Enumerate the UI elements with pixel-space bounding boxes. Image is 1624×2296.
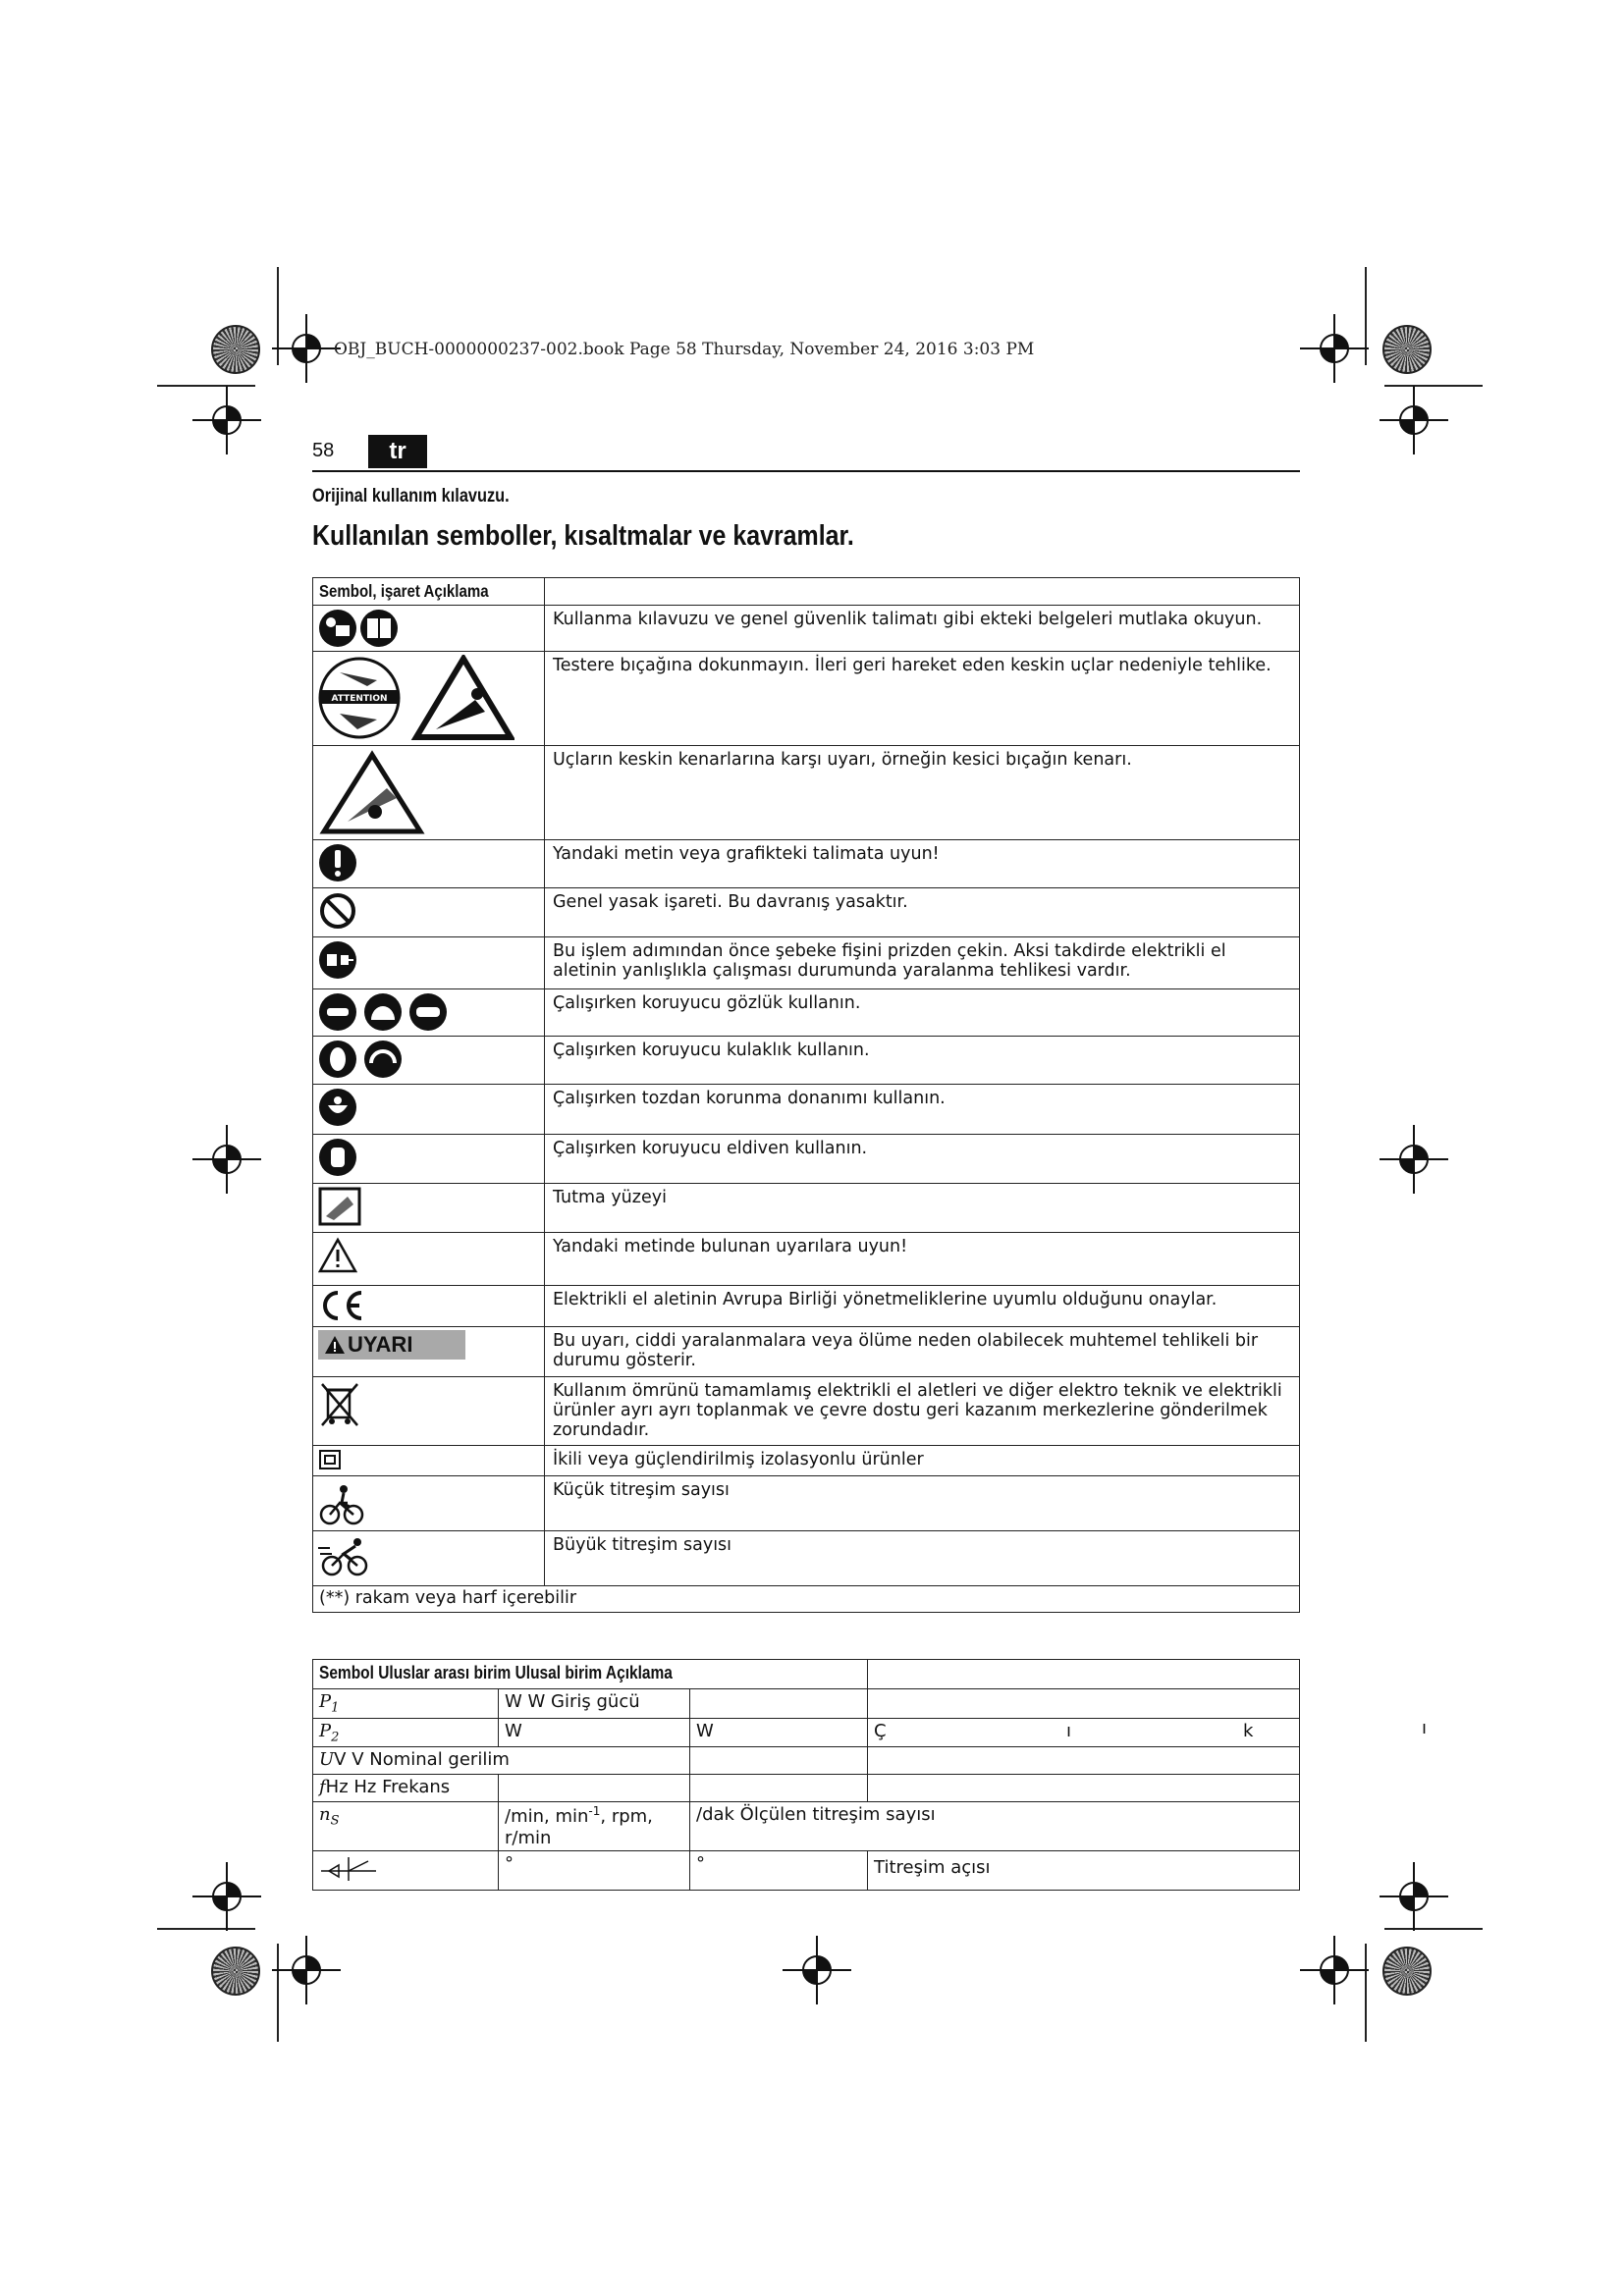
table-row: $P_2$ W W Ç ı k <box>313 1718 1300 1747</box>
units-table <box>312 1659 1300 1891</box>
table-row: UV V Nominal gerilim <box>313 1747 1300 1775</box>
stray-mark: ı <box>1422 1718 1428 1738</box>
registration-mark-icon <box>192 1125 261 1194</box>
table-row: Elektrikli el aletinin Avrupa Birliği yönetmeliklerine uyumlu olduğunu onaylar. <box>313 1286 1300 1327</box>
table-row: UYARI Bu uyarı, ciddi yaralanmalara veya ölüme neden olabilecek muhtemel tehlikeli bir durumu gösterir. <box>313 1327 1300 1377</box>
table-row: Küçük titreşim sayısı <box>313 1476 1300 1531</box>
page-title: Kullanılan semboller, kısaltmalar ve kavramlar. <box>312 520 854 552</box>
registration-mark-icon <box>1380 386 1448 454</box>
mandatory-instruction-icon <box>318 843 357 882</box>
table-row: fHz Hz Frekans <box>313 1775 1300 1802</box>
prohibition-icon <box>318 891 357 931</box>
cyclist-low-icon <box>318 1479 365 1526</box>
table-row: Kullanma kılavuzu ve genel güvenlik talimatı gibi ekteki belgeleri mutlaka okuyun. <box>313 606 1300 652</box>
warning-triangle-icon <box>324 1335 346 1355</box>
color-rosette-icon <box>1382 1947 1432 1996</box>
table-row: Yandaki metin veya grafikteki talimata uyun! <box>313 840 1300 888</box>
unplug-icon <box>318 940 357 980</box>
registration-mark-icon <box>783 1936 851 2004</box>
book-header: OBJ_BUCH-0000000237-002.book Page 58 Thursday, November 24, 2016 3:03 PM <box>334 340 1035 359</box>
symbols-table-header: Sembol, işaret Açıklama <box>313 578 545 606</box>
eye-protection-icon <box>318 992 456 1032</box>
uyari-label: UYARI <box>348 1332 413 1357</box>
table-row: $P_1$ W W Giriş gücü <box>313 1689 1300 1719</box>
table-row: $n_S$ /min, $\min^{-1}$, rpm, r/min /dak Ölçülen titreşim sayısı <box>313 1802 1300 1851</box>
table-row: Uçların keskin kenarlarına karşı uyarı, örneğin kesici bıçağın kenarı. <box>313 746 1300 840</box>
registration-mark-icon <box>1380 1862 1448 1931</box>
page-number: 58 <box>312 440 335 461</box>
double-insulation-icon <box>318 1449 342 1470</box>
ce-mark-icon <box>318 1289 367 1322</box>
color-rosette-icon <box>211 325 260 374</box>
weee-bin-icon <box>318 1380 361 1429</box>
registration-mark-icon <box>1380 1125 1448 1194</box>
table-row: Çalışırken koruyucu gözlük kullanın. <box>313 989 1300 1037</box>
language-tab: tr <box>368 435 427 468</box>
cyclist-high-icon <box>318 1534 373 1577</box>
table-row: ATTENTION Testere bıçağına dokunmayın. İleri geri hareket eden keskin uçlar nedeniyle tehlike. <box>313 652 1300 746</box>
registration-mark-icon <box>272 314 341 383</box>
warning-triangle-icon <box>318 1236 357 1275</box>
table-row: Kullanım ömrünü tamamlamış elektrikli el aletleri ve diğer elektro teknik ve elektrikli ürünler ayrı ayrı toplanmak ve çevre dostu geri kazanım merkezlerine gönderilmek zorundadır. <box>313 1377 1300 1446</box>
uyari-banner <box>318 1330 465 1360</box>
read-manual-icon <box>318 609 416 648</box>
table-row: Genel yasak işareti. Bu davranış yasaktır. <box>313 888 1300 937</box>
table-row: Tutma yüzeyi <box>313 1184 1300 1233</box>
svg-text:ATTENTION: ATTENTION <box>331 694 388 704</box>
registration-mark-icon <box>272 1936 341 2004</box>
table-row: Bu işlem adımından önce şebeke fişini prizden çekin. Aksi takdirde elektrikli el aletinin yanlışlıkla çalışması durumunda yaralanma tehlikesi vardır. <box>313 937 1300 989</box>
color-rosette-icon <box>211 1947 260 1996</box>
color-rosette-icon <box>1382 325 1432 374</box>
vibration-angle-icon <box>319 1853 378 1883</box>
subtitle: Orijinal kullanım kılavuzu. <box>312 486 510 507</box>
attention-blade-icon <box>318 655 514 741</box>
table-row: Çalışırken koruyucu kulaklık kullanın. <box>313 1037 1300 1085</box>
table-row: İkili veya güçlendirilmiş izolasyonlu ürünler <box>313 1446 1300 1476</box>
table-row: Çalışırken tozdan korunma donanımı kullanın. <box>313 1085 1300 1135</box>
registration-mark-icon <box>1300 1936 1369 2004</box>
ear-protection-icon <box>318 1040 411 1079</box>
table-row: ° ° Titreşim açısı <box>313 1851 1300 1891</box>
table-row: Çalışırken koruyucu eldiven kullanın. <box>313 1135 1300 1184</box>
registration-mark-icon <box>192 1862 261 1931</box>
table-row: Büyük titreşim sayısı <box>313 1531 1300 1586</box>
footnote: (**) rakam veya harf içerebilir <box>313 1586 1300 1613</box>
units-table-header: Sembol Uluslar arası birim Ulusal birim Açıklama <box>313 1660 868 1689</box>
table-row: Yandaki metinde bulunan uyarılara uyun! <box>313 1233 1300 1286</box>
symbols-table <box>312 577 1300 1613</box>
dust-mask-icon <box>318 1088 357 1127</box>
registration-mark-icon <box>1300 314 1369 383</box>
gloves-icon <box>318 1138 357 1177</box>
registration-mark-icon <box>192 386 261 454</box>
grip-surface-icon <box>318 1187 361 1226</box>
sharp-edge-warning-icon <box>318 749 426 835</box>
header-rule <box>312 470 1300 472</box>
